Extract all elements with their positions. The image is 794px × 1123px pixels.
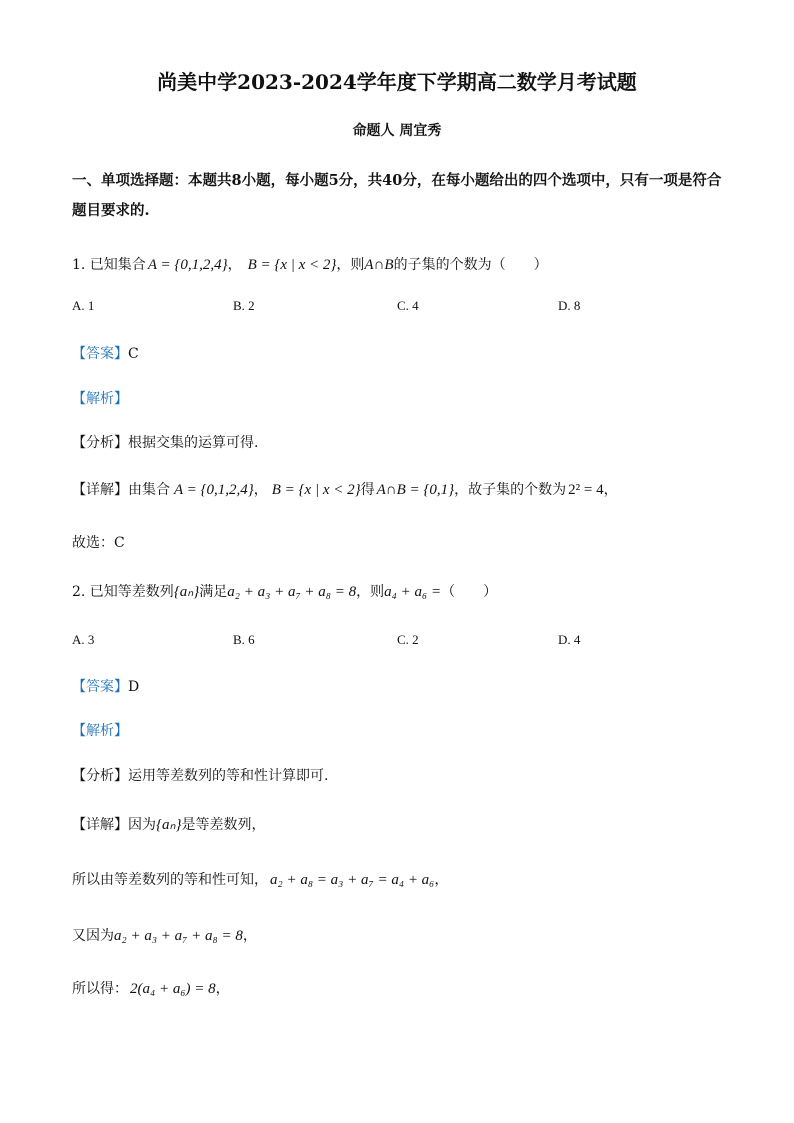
equal-sum-identity: a₂ + a₈ = a₃ + a₇ = a₄ + a₆ xyxy=(270,872,435,888)
detail-tag: 【详解】 xyxy=(72,482,128,498)
detail-text: ，故子集的个数为 xyxy=(454,482,567,498)
detail-text: 由集合 xyxy=(128,482,170,498)
detail-text: 得 xyxy=(360,482,375,498)
q2-detail-line3 xyxy=(72,925,257,945)
detail-set-a: A = {0,1,2,4} xyxy=(174,482,254,498)
q1-analysis-tag: 【解析】 xyxy=(72,391,128,407)
q2-detail xyxy=(72,814,265,834)
fenxi-text: 根据交集的运算可得. xyxy=(128,435,259,451)
q2-cond: a₂ + a₃ + a₇ + a₈ = 8 xyxy=(227,584,357,600)
q2-fenxi xyxy=(72,765,328,785)
q1-comma: ， xyxy=(227,257,242,273)
detail-set-b: B = {x | x < 2} xyxy=(271,482,361,498)
q1-option-a: A. 1 xyxy=(72,298,95,313)
detail-text: 所以得： xyxy=(72,981,128,997)
q2-stem-mid: 满足 xyxy=(199,584,228,600)
result-equation: 2(a₄ + a₆) = 8 xyxy=(130,981,216,997)
q1-fenxi xyxy=(72,432,258,452)
q2-detail-line2 xyxy=(72,869,448,889)
q1-expr: A∩B xyxy=(364,257,394,273)
section-header: 一、单项选择题：本题共8小题，每小题5分，共40分，在每小题给出的四个选项中，只有一项是符合题目要求的. xyxy=(72,172,722,219)
detail-power: 2² = 4 xyxy=(568,482,604,498)
q2-seq: {aₙ} xyxy=(173,584,200,600)
detail-text: 是等差数列， xyxy=(181,817,266,833)
detail-text: ， xyxy=(434,872,449,888)
author-line: 命题人 周宜秀 xyxy=(352,123,442,139)
detail-text: ， xyxy=(253,482,268,498)
q1-set-b: B = {x | x < 2} xyxy=(247,257,337,273)
q2-option-b: B. 6 xyxy=(233,632,255,647)
q2-target: a₄ + a₆ = xyxy=(384,584,442,600)
q1-answer xyxy=(72,343,139,363)
q2-analysis-tag: 【解析】 xyxy=(72,723,128,739)
q2-detail-line4 xyxy=(72,978,230,998)
answer-value: D xyxy=(128,679,140,695)
q1-set-a: A = {0,1,2,4} xyxy=(147,257,228,273)
q1-option-c: C. 4 xyxy=(397,298,419,313)
detail-text: 又因为 xyxy=(72,928,114,944)
fenxi-text: 运用等差数列的等和性计算即可. xyxy=(128,768,329,784)
condition-equation: a₂ + a₃ + a₇ + a₈ = 8 xyxy=(114,928,243,944)
q1-stem xyxy=(72,254,548,274)
detail-intersection: A∩B = {0,1} xyxy=(376,482,455,498)
fenxi-tag: 【分析】 xyxy=(72,435,128,451)
answer-tag: 【答案】 xyxy=(72,346,128,362)
q1-detail xyxy=(72,479,618,499)
q1-option-d: D. 8 xyxy=(558,298,581,313)
q1-stem-prefix: 1. 已知集合 xyxy=(72,257,146,273)
q2-stem-suffix: （ ） xyxy=(441,584,498,600)
answer-tag: 【答案】 xyxy=(72,679,128,695)
fenxi-tag: 【分析】 xyxy=(72,768,128,784)
q2-option-d: D. 4 xyxy=(558,632,581,647)
detail-text: ， xyxy=(603,482,618,498)
q2-stem xyxy=(72,581,497,601)
detail-tag: 【详解】 xyxy=(72,817,128,833)
detail-seq: {aₙ} xyxy=(156,817,182,833)
detail-text: ， xyxy=(215,981,230,997)
q2-stem-mid2: ，则 xyxy=(356,584,385,600)
q1-stem-suffix: 的子集的个数为（ ） xyxy=(393,257,548,273)
q1-stem-mid: ，则 xyxy=(336,257,365,273)
q2-stem-prefix: 2. 已知等差数列 xyxy=(72,584,174,600)
q2-answer xyxy=(72,676,139,696)
detail-text: 因为 xyxy=(128,817,156,833)
q2-option-c: C. 2 xyxy=(397,632,419,647)
page-title: 尚美中学2023-2024学年度下学期高二数学月考试题 xyxy=(157,70,637,94)
detail-text: 所以由等差数列的等和性可知， xyxy=(72,872,268,888)
q1-conclusion: 故选：C xyxy=(72,535,125,551)
answer-value: C xyxy=(128,346,139,362)
q1-option-b: B. 2 xyxy=(233,298,255,313)
q2-option-a: A. 3 xyxy=(72,632,95,647)
detail-text: ， xyxy=(242,928,257,944)
